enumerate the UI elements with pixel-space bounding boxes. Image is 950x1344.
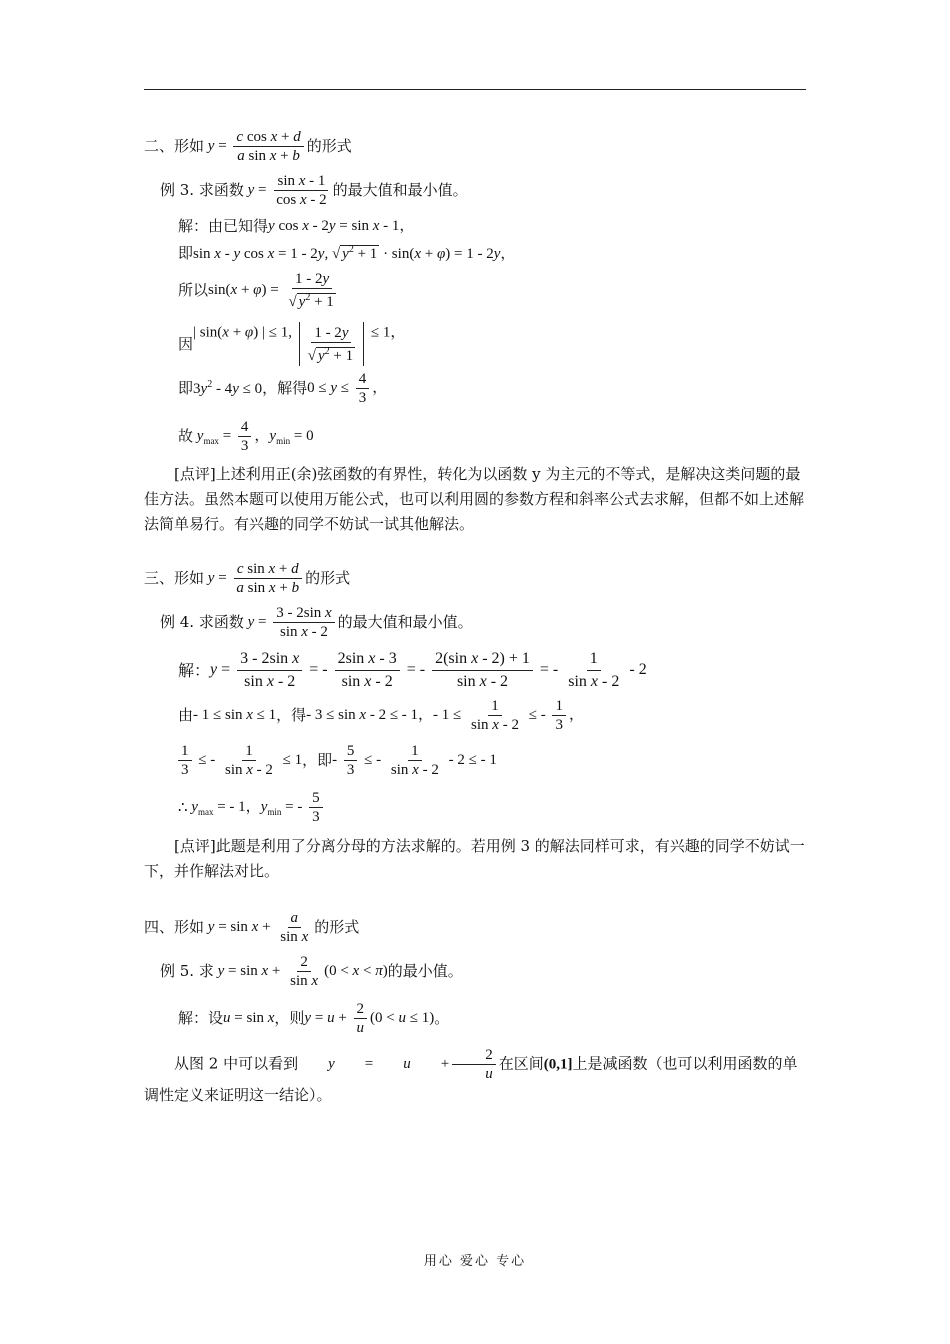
solution-3-line-5: 即 $3y^2 - 4y \le 0$， 解得 0 ≤ y ≤ $\frac{4}{3}$ ， [178,371,388,406]
review-3: [点评]上述利用正(余)弦函数的有界性，转化为以函数 y 为主元的不等式，是解决这类问题的最佳方法。虽然本题可以使用万能公式，也可以利用圆的参数方程和斜率公式去求解，但都不如上述解法简单易行。有兴趣的同学不妨试一试其他解法。 [144,465,805,533]
solution-3-line-4: 因 | sin(x + φ) | ≤ 1, $\frac{1 - 2y}{√ y^2 + 1}$ ≤ 1， [178,322,405,366]
solution-3-line-1: 解：由已知得 y cos x - 2y = sin x - 1， [178,217,415,235]
solution-4-line-2: 由 - 1 ≤ sin x ≤ 1 ，得 - 3 ≤ sin x - 2 ≤ - 1，- 1 ≤ $\frac{1}{\text{sin x - 2}}$ ≤ - $\frac{1}{3}$ ， [178,698,584,733]
example-4: 例 4. 求函数 y = $\frac{\text{3 - 2sin x}}{\text{sin x - 2}}$ 的最大值和最小值。 [160,605,473,640]
section-3-heading: 三、形如 y = $\frac{\text{c sin x + d}}{\text{a sin x + b}}$ 的形式 [144,561,351,596]
solution-4-line-4: ∴ $y_{max}$ = - 1，$y_{min}$ = - $\frac{5}{3}$ [178,789,326,826]
review-4: [点评]此题是利用了分离分母的方法求解的。若用例 3 的解法同样可求，有兴趣的同学不妨试一下，并作解法对比。 [144,837,805,880]
example-3: 例 3. 求函数 y = $\frac{\text{sin x - 1}}{\text{cos x - 2}}$ 的最大值和最小值。 [160,173,468,208]
solution-5-line-1: 解：设 u = sin x ，则 y = u + $\frac{2}{u}$ (0 < u ≤ 1) 。 [178,1001,450,1036]
example-5: 例 5. 求 y = sin x + $\frac{2}{\text{sin x}}$ (0 < x < π) 的最小值。 [160,954,463,989]
section-4-heading: 四、形如 y = sin x + $\frac{a}{\text{sin x}}$ 的形式 [144,910,360,945]
solution-4-line-1: 解： y = $\frac{\text{3 - 2sin x}}{\text{sin x - 2}}$ = - $\frac{\text{2sin x - 3}}{\text{sin x - 2}}$ = - $\frac{\text{2(sin x - 2) + 1}}{\text{sin x - 2}}$ = - $\frac{1}{\text{sin x - 2}}$ - 2 [178,650,647,690]
solution-3-line-6: 故 $y_{max}$ = $\frac{4}{3}$ ，$y_{min} = 0$ [178,419,314,454]
solution-4-line-3: $\frac{1}{3}$ ≤ - $\frac{1}{\text{sin x - 2}}$ ≤ 1 ，即 - $\frac{5}{3}$ ≤ - $\frac{1}{\text{sin x - 2}}$ - 2 ≤ - 1 [178,742,497,779]
page-footer: 用心 爱心 专心 [423,1254,527,1269]
solution-3-line-2: 即 sin x - y cos x = 1 - 2y, √ $y^2 + 1 \cdot \sin(x + \varphi) = 1 - 2y$， [178,244,516,262]
section-2-heading: 二、形如 y = $\frac{\text{c cos x + d}}{\text{a sin x + b}}$ 的形式 [144,129,352,164]
solution-3-line-3: 所以 sin(x + φ) = $\frac{1 - 2y}{√ y^2 + 1}$ [178,271,334,310]
figure-paragraph: 从图 2 中可以看到 y = u + $\frac{2}{u}$ 在区间(0,1]上是减函数（也可以利用函数的单调性定义来证明这一结论）。 [144,1047,798,1104]
header-rule [144,89,806,90]
section-2-formula: y = $\frac{\text{c cos x + d}}{\text{a sin x + b}}$ [204,128,307,165]
